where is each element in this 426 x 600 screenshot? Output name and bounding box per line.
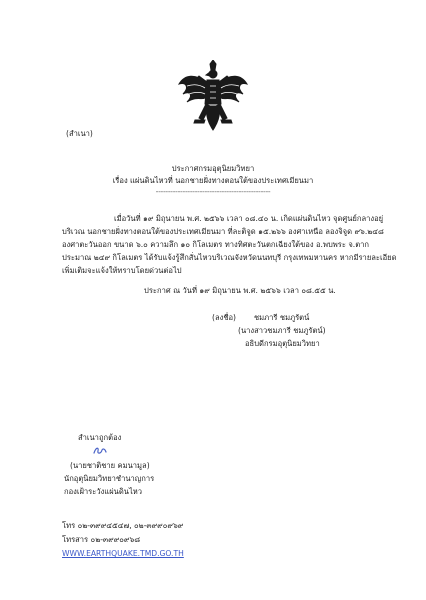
signatory-full-name: (นางสาวชมภารี ชมภูรัตน์)	[238, 326, 326, 335]
body-line-2: บริเวณ นอกชายฝั่งทางตอนใต้ของประเทศเมียนมา ที่ละติจูด ๑๕.๒๖๖ องศาเหนือ ลองจิจูด ๙๖.๒๔๘	[62, 227, 384, 236]
title-separator: -----------------------------------------------	[155, 187, 271, 196]
body-line-3: องศาตะวันออก ขนาด ๖.๐ ความลึก ๑๐ กิโลเมตร ทางทิศตะวันตกเฉียงใต้ของ อ.พบพระ จ.ตาก	[62, 240, 369, 249]
signatory-position: อธิบดีกรมอุตุนิยมวิทยา	[245, 339, 320, 348]
handwritten-signature-icon	[92, 446, 108, 456]
certifier-position: นักอุตุนิยมวิทยาชำนาญการ	[64, 474, 155, 483]
signed-name: ชมภารี ชมภูรัตน์	[254, 313, 310, 322]
website-link[interactable]: WWW.EARTHQUAKE.TMD.GO.TH	[62, 549, 184, 558]
certifier-division: กองเฝ้าระวังแผ่นดินไหว	[64, 487, 143, 496]
contact-fax: โทรสาร ๐๒-๓๙๙๐๙๖๘	[62, 535, 141, 544]
contact-phone: โทร ๐๒-๓๙๙๔๕๔๗, ๐๒-๓๙๙๐๙๖๙	[62, 521, 184, 530]
garuda-emblem-icon	[177, 60, 249, 132]
certified-label: สำเนาถูกต้อง	[78, 433, 122, 442]
announcement-subject: เรื่อง แผ่นดินไหวที่ นอกชายฝั่งทางตอนใต้ของประเทศเมียนมา	[112, 176, 314, 185]
body-line-1: เมื่อวันที่ ๑๙ มิถุนายน พ.ศ. ๒๕๖๖ เวลา ๐๘.๔๐ น. เกิดแผ่นดินไหว จุดศูนย์กลางอยู่	[114, 214, 384, 223]
announcement-title: ประกาศกรมอุตุนิยมวิทยา	[171, 164, 255, 173]
certifier-name: (นายชาติชาย คมนามูล)	[70, 461, 150, 470]
signed-label: (ลงชื่อ)	[212, 313, 237, 322]
body-line-4: ประมาณ ๒๔๙ กิโลเมตร ได้รับแจ้งรู้สึกสั่นไหวบริเวณจังหวัดนนทบุรี กรุงเทพมหานคร หากมีรายละเอียด	[62, 253, 397, 262]
body-line-5: เพิ่มเติมจะแจ้งให้ทราบโดยด่วนต่อไป	[62, 266, 182, 275]
copy-label: (สำเนา)	[66, 129, 93, 138]
announcement-date: ประกาศ ณ วันที่ ๑๙ มิถุนายน พ.ศ. ๒๕๖๖ เวลา ๐๘.๕๕ น.	[144, 286, 336, 295]
